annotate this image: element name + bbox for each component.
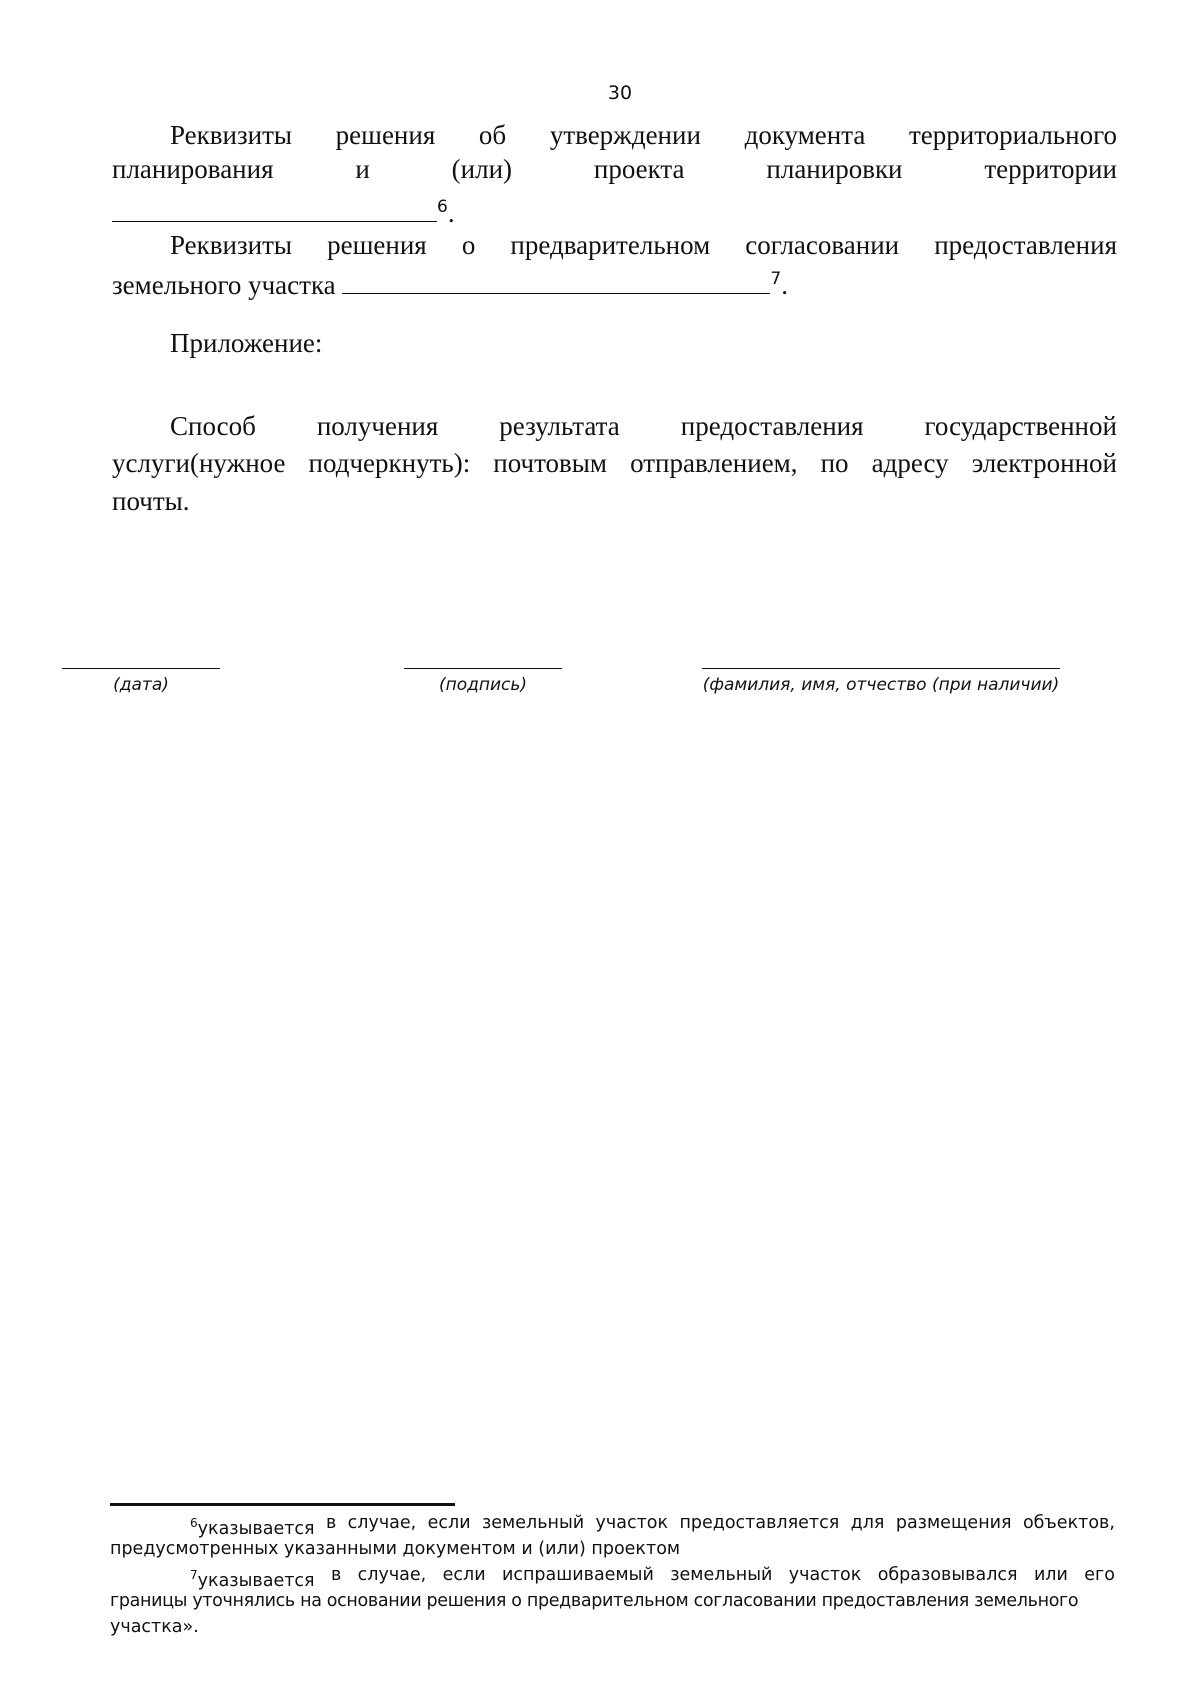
word: планировки	[766, 154, 903, 184]
word: участок	[788, 1565, 862, 1585]
para1-line1	[170, 118, 1117, 152]
para1-line3	[112, 190, 1117, 230]
word: случае,	[357, 1565, 427, 1585]
word: решения	[327, 230, 427, 260]
word: проекта	[593, 154, 685, 184]
word: предварительном	[510, 230, 711, 260]
footnote-separator	[110, 1503, 455, 1506]
word: размещения	[895, 1513, 1012, 1533]
word: и	[355, 154, 370, 184]
para3-line1	[170, 409, 1117, 443]
date-caption: (дата)	[113, 675, 169, 695]
word: объектов,	[1022, 1513, 1115, 1533]
name-caption: (фамилия, имя, отчество (при наличии)	[702, 675, 1060, 695]
word: предоставляется	[679, 1513, 840, 1533]
word: о	[461, 230, 476, 260]
word: отправлением,	[630, 448, 798, 478]
word: документа	[744, 120, 866, 150]
blank-field-preliminary-approval[interactable]	[342, 267, 770, 294]
para2-text: земельного участка	[112, 270, 336, 300]
word: указывается	[197, 1570, 315, 1591]
end-punct: .	[447, 198, 455, 228]
word: подчеркнуть):	[308, 448, 471, 478]
word: адресу	[871, 448, 949, 478]
word: территории	[984, 154, 1117, 184]
word: Реквизиты	[170, 120, 293, 150]
word: почтовым	[493, 448, 608, 478]
blank-field-territory-planning[interactable]	[112, 195, 437, 222]
footnote-7-line3: участка».	[110, 1617, 199, 1637]
footnote-6-number: 6	[190, 1516, 198, 1530]
para3-line2	[112, 446, 1117, 480]
word: в	[330, 1565, 342, 1585]
signature-line[interactable]	[404, 668, 562, 669]
word: услуги(нужное	[112, 448, 286, 478]
footnote-7-number: 7	[190, 1568, 198, 1582]
word: или	[1033, 1565, 1068, 1585]
word: согласовании	[745, 230, 900, 260]
date-line[interactable]	[62, 668, 220, 669]
word: получения	[316, 411, 439, 441]
word: Реквизиты	[170, 230, 293, 260]
word: предоставления	[680, 411, 864, 441]
word: предоставления	[934, 230, 1117, 260]
footnote-7-line2: границы уточнялись на основании решения о предварительном согласовании предоставления земельного	[110, 1591, 1079, 1611]
para2-line1	[170, 228, 1117, 262]
word: решения	[335, 120, 436, 150]
word: утверждении	[549, 120, 701, 150]
word: образовывался	[877, 1565, 1018, 1585]
word: электронной	[971, 448, 1117, 478]
word: для	[850, 1513, 885, 1533]
word: планирования	[112, 154, 274, 184]
word: если	[442, 1565, 486, 1585]
word: участок	[595, 1513, 669, 1533]
word: земельный	[670, 1565, 773, 1585]
word: испрашиваемый	[501, 1565, 654, 1585]
end-punct: .	[781, 270, 788, 300]
word: его	[1084, 1565, 1115, 1585]
word: в	[325, 1513, 337, 1533]
word: результата	[499, 411, 620, 441]
para2-line2	[112, 262, 1117, 302]
para1-line2	[112, 152, 1117, 186]
attachment-label: Приложение:	[170, 328, 323, 358]
para3-line3: почты.	[112, 486, 190, 516]
word: (или)	[451, 154, 513, 184]
word: указывается	[197, 1518, 315, 1539]
footnote-ref-7: 7	[770, 269, 782, 289]
footnote-ref-6: 6	[437, 197, 448, 217]
signature-caption: (подпись)	[438, 675, 528, 695]
word: земельный	[481, 1513, 585, 1533]
page-number: 30	[607, 82, 633, 104]
word: территориального	[908, 120, 1117, 150]
word: по	[820, 448, 849, 478]
word: об	[478, 120, 507, 150]
word: Способ	[170, 411, 256, 441]
name-line[interactable]	[702, 668, 1060, 669]
footnote-6-line2: предусмотренных указанными документом и (или) проектом	[110, 1539, 681, 1559]
word: государственной	[924, 411, 1117, 441]
word: случае,	[347, 1513, 417, 1533]
word: если	[427, 1513, 471, 1533]
